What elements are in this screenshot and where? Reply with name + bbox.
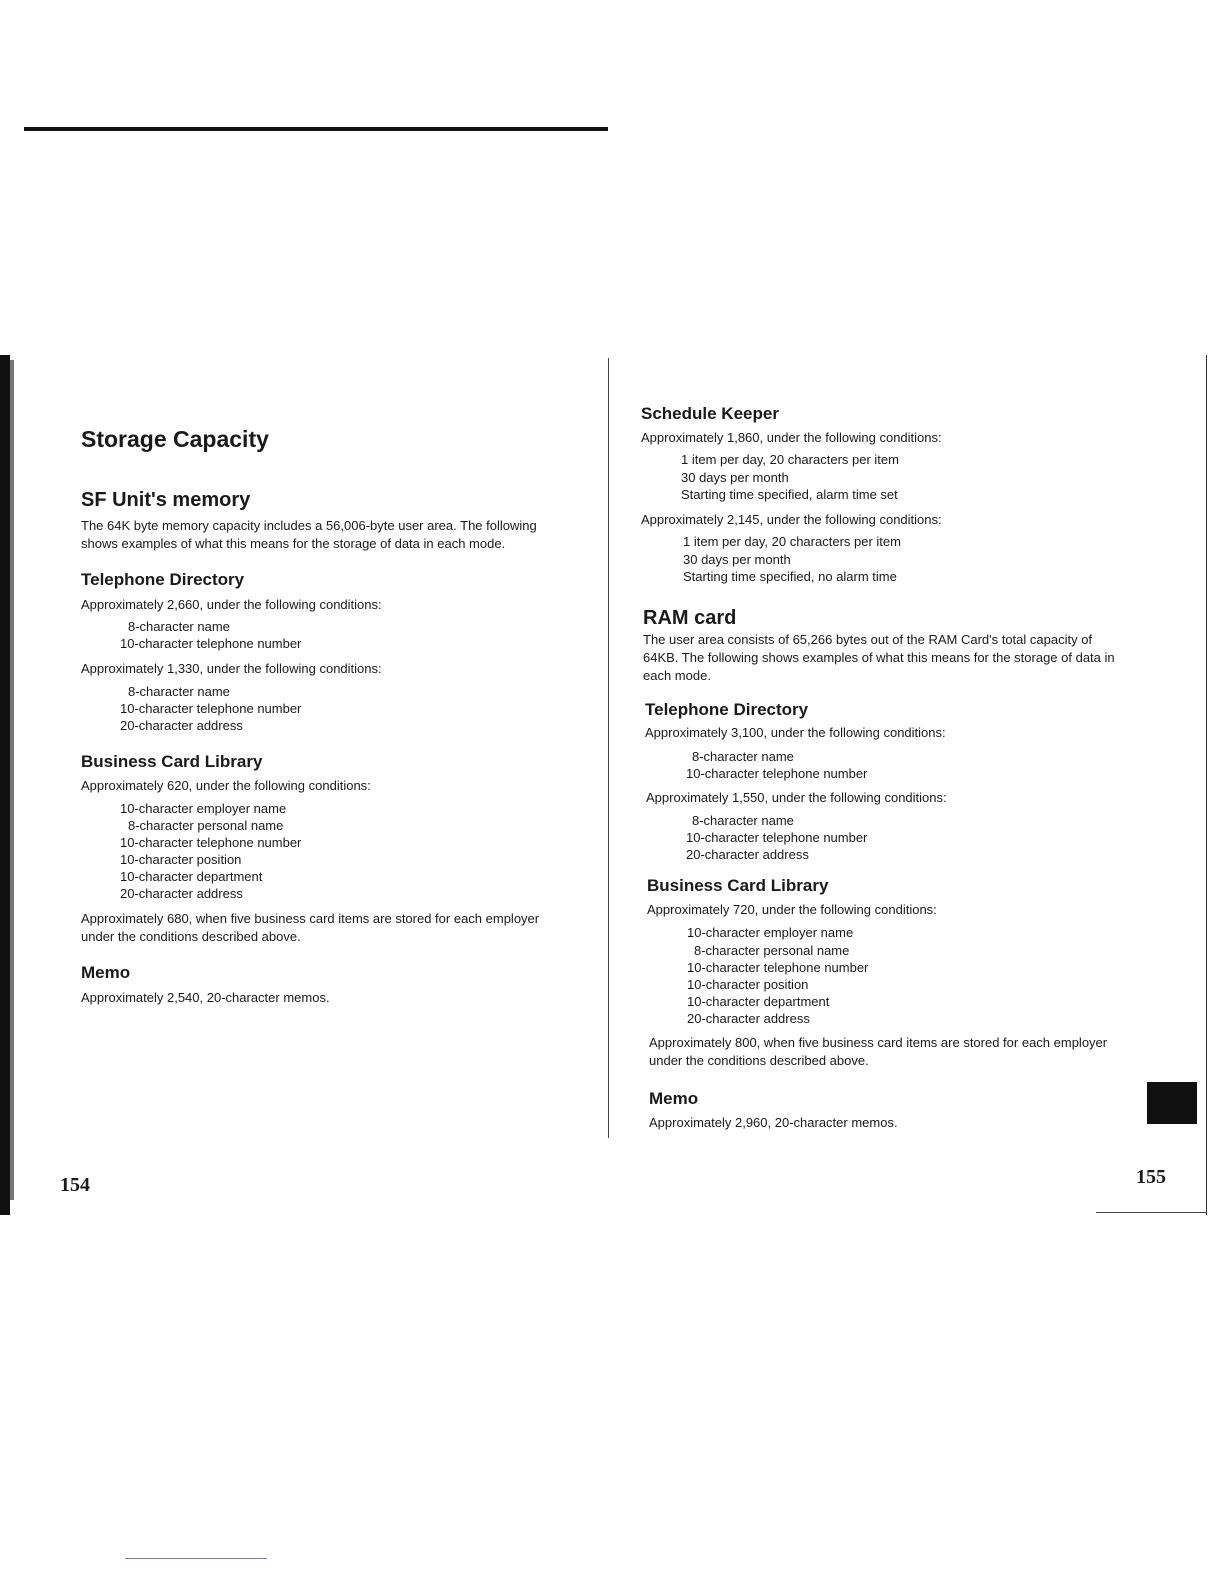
- right-telephone-condition-1: Approximately 3,100, under the following conditions:: [645, 725, 946, 740]
- list-item: 10-character telephone number: [120, 835, 302, 850]
- list-item: 1 item per day, 20 characters per item: [681, 452, 899, 467]
- list-item: 20-character address: [120, 718, 243, 733]
- list-item: 10-character employer name: [687, 925, 854, 940]
- ram-card-heading: RAM card: [643, 607, 737, 629]
- left-memo-text: Approximately 2,540, 20-character memos.: [81, 990, 330, 1005]
- left-scan-edge: [0, 355, 10, 1215]
- list-item: 10-character employer name: [120, 801, 287, 816]
- list-item: 10-character position: [687, 977, 809, 992]
- thumb-index-tab: [1147, 1082, 1197, 1124]
- right-business-condition-1: Approximately 720, under the following conditions:: [647, 902, 937, 917]
- right-telephone-heading: Telephone Directory: [645, 700, 809, 719]
- list-item: 8-character personal name: [694, 943, 850, 958]
- bottom-right-rule: [1096, 1212, 1206, 1213]
- right-business-heading: Business Card Library: [647, 876, 829, 895]
- schedule-condition-2: Approximately 2,145, under the following conditions:: [641, 512, 942, 527]
- section-top-rule: [24, 127, 608, 131]
- list-item: 8-character name: [692, 813, 794, 828]
- list-item: 20-character address: [687, 1011, 810, 1026]
- list-item: 10-character telephone number: [120, 701, 302, 716]
- right-memo-text: Approximately 2,960, 20-character memos.: [649, 1115, 898, 1130]
- list-item: 10-character telephone number: [120, 636, 302, 651]
- schedule-condition-1: Approximately 1,860, under the following conditions:: [641, 430, 942, 445]
- page-title: Storage Capacity: [81, 426, 269, 452]
- left-telephone-condition-1: Approximately 2,660, under the following conditions:: [81, 597, 382, 612]
- left-business-heading: Business Card Library: [81, 752, 263, 771]
- left-scan-edge-shadow: [10, 360, 14, 1200]
- left-telephone-heading: Telephone Directory: [81, 570, 245, 589]
- list-item: Starting time specified, alarm time set: [681, 487, 898, 502]
- list-item: 10-character telephone number: [687, 960, 869, 975]
- list-item: 10-character department: [687, 994, 830, 1009]
- left-business-note: Approximately 680, when five business card items are stored for each employer under the conditions described above.: [81, 911, 540, 944]
- list-item: 10-character position: [120, 852, 242, 867]
- list-item: 20-character address: [120, 886, 243, 901]
- list-item: 8-character name: [692, 749, 794, 764]
- list-item: 20-character address: [686, 847, 809, 862]
- right-memo-heading: Memo: [649, 1089, 699, 1108]
- list-item: 30 days per month: [683, 552, 791, 567]
- page-number-right: 155: [1136, 1166, 1166, 1188]
- list-item: 8-character name: [128, 684, 230, 699]
- left-telephone-condition-2: Approximately 1,330, under the following conditions:: [81, 661, 382, 676]
- list-item: 30 days per month: [681, 470, 789, 485]
- sf-memory-intro: The 64K byte memory capacity includes a 56,006-byte user area. The following shows examples of what this means for the storage of data in each mode.: [81, 518, 537, 551]
- left-business-condition-1: Approximately 620, under the following conditions:: [81, 778, 371, 793]
- list-item: 10-character department: [120, 869, 263, 884]
- section-heading-sf-memory: SF Unit's memory: [81, 489, 251, 511]
- ram-card-intro: The user area consists of 65,266 bytes out of the RAM Card's total capacity of 64KB. The following shows examples of what this means for the storage of data in each mode.: [643, 632, 1115, 683]
- footer-link-underline: [125, 1558, 267, 1559]
- right-telephone-condition-2: Approximately 1,550, under the following conditions:: [646, 790, 947, 805]
- book-spine-line: [608, 358, 609, 1138]
- left-memo-heading: Memo: [81, 963, 131, 982]
- right-scan-edge: [1206, 355, 1207, 1215]
- schedule-keeper-heading: Schedule Keeper: [641, 404, 779, 423]
- page-number-left: 154: [60, 1174, 90, 1196]
- list-item: 10-character telephone number: [686, 830, 868, 845]
- list-item: 8-character name: [128, 619, 230, 634]
- list-item: 8-character personal name: [128, 818, 284, 833]
- right-business-note: Approximately 800, when five business card items are stored for each employer under the conditions described above.: [649, 1035, 1108, 1068]
- list-item: 10-character telephone number: [686, 766, 868, 781]
- list-item: Starting time specified, no alarm time: [683, 569, 897, 584]
- list-item: 1 item per day, 20 characters per item: [683, 534, 901, 549]
